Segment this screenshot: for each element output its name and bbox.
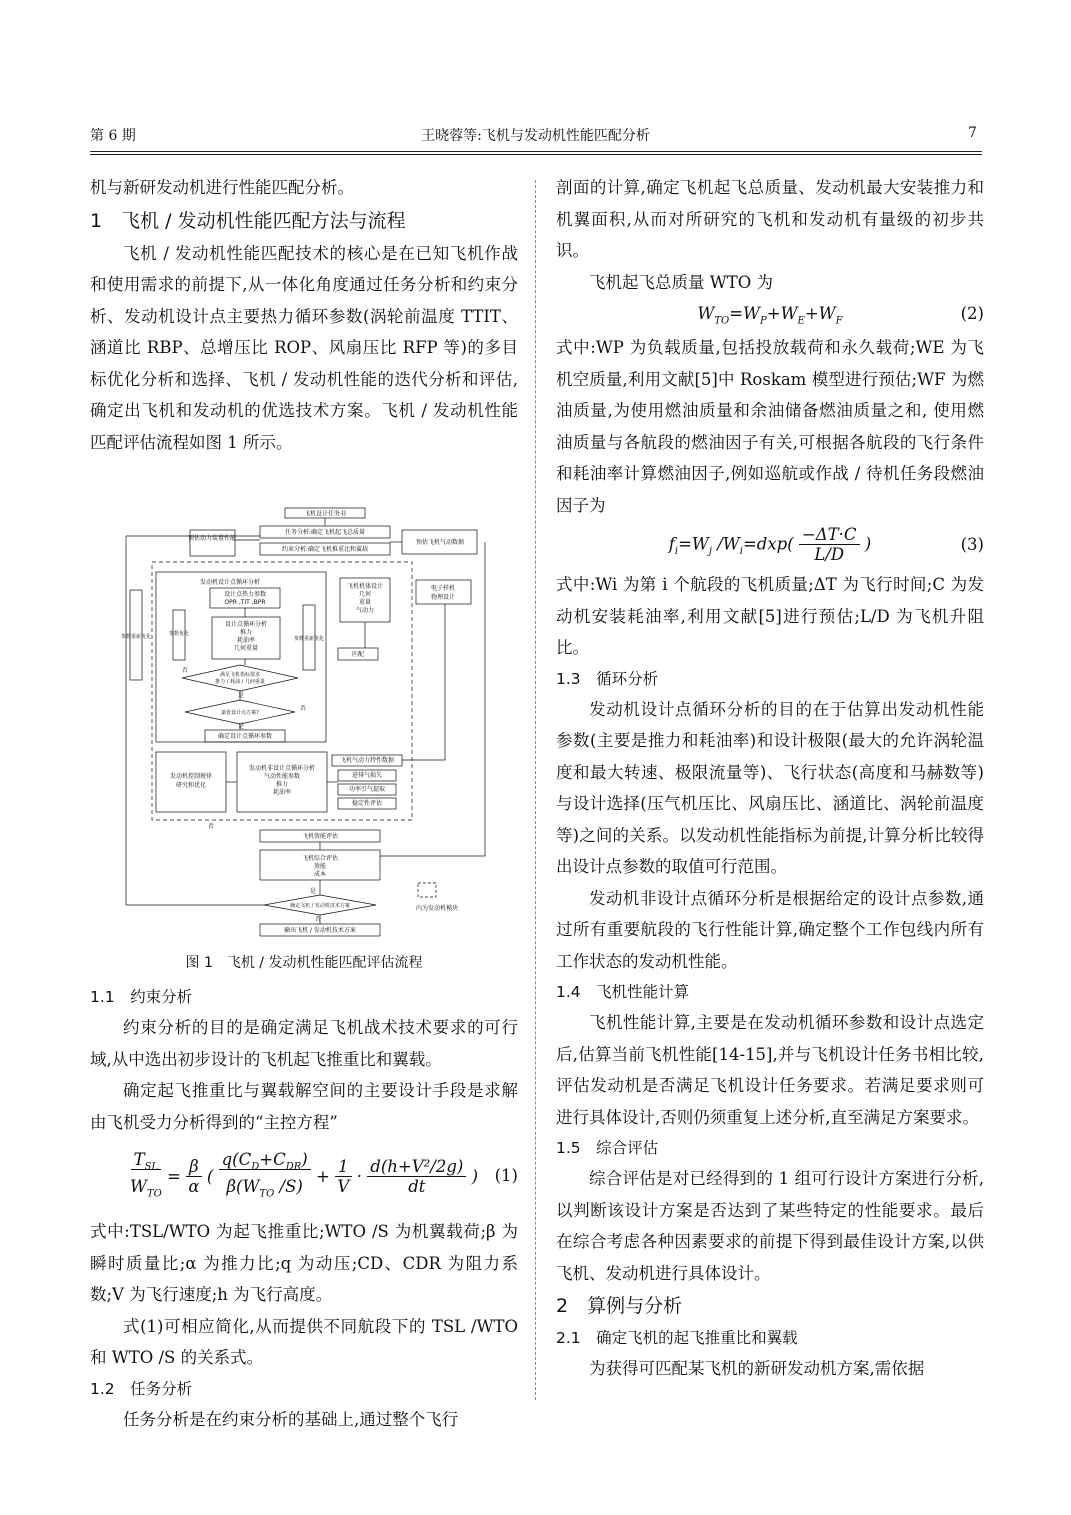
subsection-heading: 1.1 约束分析 <box>90 988 193 1006</box>
flow-box-label: 预估动力装置性能 <box>187 535 237 542</box>
flow-no-label: 否 <box>182 667 189 674</box>
header-rule <box>90 151 982 155</box>
flow-box-label: 几何重量 <box>233 645 259 652</box>
equation-1-number: (1) <box>494 1166 518 1185</box>
flow-box-label: 任务分析:确定飞机起飞总质量 <box>284 529 366 536</box>
paragraph: 式中:TSL/WTO 为起飞推重比;WTO /S 为机翼载荷;β 为瞬时质量比;α 为推力比;q 为动压;CD、CDR 为阻力系数;V 为飞行速度;h 为飞行高度。 <box>90 1222 518 1304</box>
flow-box-label: 参数重新优化 <box>293 636 325 642</box>
paragraph: 剖面的计算,确定飞机起飞总质量、发动机最大安装推力和机翼面积,从而对所研究的飞机和发动机有量级的初步共识。 <box>556 178 984 260</box>
paragraph: 式(1)可相应简化,从而提供不同航段下的 TSL /WTO 和 WTO /S 的关系式。 <box>90 1316 518 1367</box>
flow-box-label: 确定设计点循环参数 <box>217 733 273 740</box>
paragraph: 式中:WP 为负载质量,包括投放载荷和永久载荷;WE 为飞机空质量,利用文献[5]中 Roskam 模型进行预估;WF 为燃油质量,为使用燃油质量和余油储备燃油质量之和, 使用燃油质量与各航段的燃油因子有关,可根据各航段的飞行条件和耗油率计算燃油因子,例如巡航或作战 / 待机任务段燃油因子为 <box>556 338 984 515</box>
flow-box-label: 飞机设计任务书 <box>303 510 347 518</box>
flow-box-label: 发动机控制规律 <box>169 773 213 780</box>
flow-box-label: 设计点热力参数 <box>223 591 267 598</box>
flow-box-label: 满足飞机指标要求 <box>219 672 261 678</box>
column-divider <box>535 180 536 1400</box>
equation-3-number: (3) <box>960 535 984 554</box>
flow-box-label: 重量 <box>358 599 372 606</box>
paragraph: 综合评估是对已经得到的 1 组可行设计方案进行分析,以判断该设计方案是否达到了某些特定的性能要求。最后在综合考虑各种因素要求的前提下得到最佳设计方案,以供飞机、发动机进行具体设计。 <box>556 1169 984 1283</box>
paragraph: 飞机起飞总质量 WTO 为 <box>589 272 773 292</box>
flow-box-label: 稳定性评估 <box>351 800 383 807</box>
flow-box-label: 效能 <box>313 863 327 870</box>
paragraph: 约束分析的目的是确定满足飞机战术技术要求的可行域,从中选出初步设计的飞机起飞推重比和翼载。 <box>90 1018 518 1069</box>
paragraph: 发动机非设计点循环分析是根据给定的设计点参数,通过所有重要航段的飞行性能计算,确定整个工作包线内所有工作状态的发动机性能。 <box>556 888 984 971</box>
paragraph: 飞机性能计算,主要是在发动机循环参数和设计点选定后,估算当前飞机性能[14-15],并与飞机设计任务书相比较, 评估发动机是否满足飞机设计任务要求。若满足要求则可进行具体设计,否则仍须重复上述分析,直至满足方案要求。 <box>556 1013 984 1127</box>
flow-box-label: 气动性能参数 <box>263 773 301 780</box>
flow-box-label: 推力 <box>275 781 289 788</box>
flowchart-svg <box>120 500 500 945</box>
subsection-heading: 2.1 确定飞机的起飞推重比和翼载 <box>556 1329 798 1347</box>
flow-no-label: 否 <box>300 705 307 712</box>
flow-box-label: 发动机设计点循环分析 <box>199 579 261 586</box>
flow-box-label: 匹配 <box>351 651 365 658</box>
flow-box-label: OPR ,TIT ,BPR <box>224 599 266 606</box>
left-column-lower <box>90 982 518 1435</box>
paragraph: 为获得可匹配某飞机的新研发动机方案,需依据 <box>589 1359 925 1378</box>
flow-yes-label: 是 <box>238 723 245 730</box>
flow-box-label: 几何 <box>358 591 372 598</box>
flow-box-label: 参数重新优化 <box>120 634 152 640</box>
flow-no-label: 否 <box>315 916 322 923</box>
flow-box-label: 功率引气提取 <box>348 786 386 793</box>
flow-box-label: 飞机气动力特性数据 <box>339 757 395 764</box>
figure-caption: 图 1 飞机 / 发动机性能匹配评估流程 <box>185 955 423 971</box>
paragraph: 机与新研发动机进行性能匹配分析。 <box>90 178 354 197</box>
subsection-heading: 1.4 飞机性能计算 <box>556 983 690 1001</box>
flow-box-label: 电子样机 <box>430 585 456 592</box>
section-heading-2: 2 算例与分析 <box>556 1295 683 1317</box>
paragraph: 任务分析是在约束分析的基础上,通过整个飞行 <box>123 1409 459 1429</box>
left-column <box>90 172 518 458</box>
flow-box-label: 预估飞机气动数据 <box>415 539 465 546</box>
flow-box-label: 研究和优化 <box>175 782 207 789</box>
equation-1-body: $T_{SL}$ $W_{TO} = \beta$ α ( $q(C_D+C_{DR})$ $\beta(W_{TO}$ /S) + 1 V · d(h+V²/2g) dt ) <box>129 1150 479 1200</box>
paragraph: 确定起飞推重比与翼载解空间的主要设计手段是求解由飞机受力分析得到的“主控方程” <box>90 1081 518 1132</box>
equation-2-number: (2) <box>960 304 984 323</box>
running-header-title: 王晓蓉等:飞机与发动机性能匹配分析 <box>421 128 650 144</box>
figure-1-flowchart <box>120 500 500 945</box>
subsection-heading: 1.3 循环分析 <box>556 669 659 688</box>
equation-3-body: $f_i=W_j$ $/W_i=dxp( -\Delta T\cdot C$ L/D ) <box>668 525 872 564</box>
subsection-heading: 1.2 任务分析 <box>90 1379 193 1398</box>
section-heading-1: 1 飞机 / 发动机性能匹配方法与流程 <box>90 209 406 232</box>
equation-2 <box>556 298 984 332</box>
flow-box-label: 物理设计 <box>430 594 456 601</box>
paragraph: 飞机 / 发动机性能匹配技术的核心是在已知飞机作战和使用需求的前提下,从一体化角度通过任务分析和约束分析、发动机设计点主要热力循环参数(涡轮前温度 TTIT、涵道比 RBP、总增压比 ROP、风扇压比 RFP 等)的多目标优化分析和选择、飞机 / 发动机性能的迭代分析和评估,确定出飞机和发动机的优选技术方案。飞机 / 发动机性能匹配评估流程如图 1 所示。 <box>90 243 518 452</box>
flow-box-label: 推力 / 耗油 / 几何重量 <box>215 679 265 685</box>
flow-box-label: 最优设计点方案? <box>221 710 259 716</box>
right-column <box>556 172 984 1385</box>
equation-3 <box>556 521 984 569</box>
flow-box-label: 耗油率 <box>272 789 292 796</box>
equation-2-body: $W_{TO}=W_P+W_E+W_F$ <box>697 304 843 327</box>
page-number: 7 <box>968 125 977 141</box>
flow-box-label: 耗油率 <box>236 637 256 644</box>
flow-box-label: 成本 <box>313 871 327 878</box>
flow-yes-label: 是 <box>238 692 245 699</box>
paragraph: 发动机设计点循环分析的目的在于估算出发动机性能参数(主要是推力和耗油率)和设计极限(最大的允许涡轮温度和最大转速、极限流量等)、飞行状态(高度和马赫数等)与设计选择(压气机压比、风扇压比、涵道比、涡轮前温度等)之间的关系。以发动机性能指标为前提,计算分析比较得出设计点参数的取值可行范围。 <box>556 699 984 876</box>
flow-box-label: 发动机非设计点循环分析 <box>248 765 316 772</box>
flow-box-label: 输出飞机 / 发动机技术方案 <box>284 927 356 934</box>
flow-legend-label: 内为发动机模块 <box>416 905 459 912</box>
flow-box-label: 气动力 <box>355 607 375 614</box>
flow-no-label: 否 <box>208 823 215 830</box>
paragraph: 式中:Wi 为第 i 个航段的飞机质量;ΔT 为飞行时间;C 为发动机安装耗油率,利用文献[5]进行预估;L/D 为飞机升阻比。 <box>556 575 984 657</box>
flow-box-label: 设计点循环分析 <box>224 621 268 628</box>
equation-1 <box>90 1144 518 1210</box>
running-header-issue: 第 6 期 <box>90 128 136 144</box>
flow-box-label: 飞机机体设计 <box>346 583 384 590</box>
flow-box-label: 确定飞机 / 发动机技术方案 <box>290 903 350 909</box>
flow-box-label: 进排气损失 <box>351 772 383 779</box>
flow-box-label: 飞机综合评估 <box>301 855 339 862</box>
subsection-heading: 1.5 综合评估 <box>556 1139 659 1157</box>
flow-box-label: 约束分析:确定飞机推重比和翼载 <box>281 546 369 553</box>
flow-box-label: 推力 <box>239 629 253 636</box>
flow-box-label: 参数优化 <box>168 631 190 637</box>
flow-yes-label: 是 <box>310 888 317 895</box>
flow-box-label: 飞机效能评估 <box>301 833 339 840</box>
